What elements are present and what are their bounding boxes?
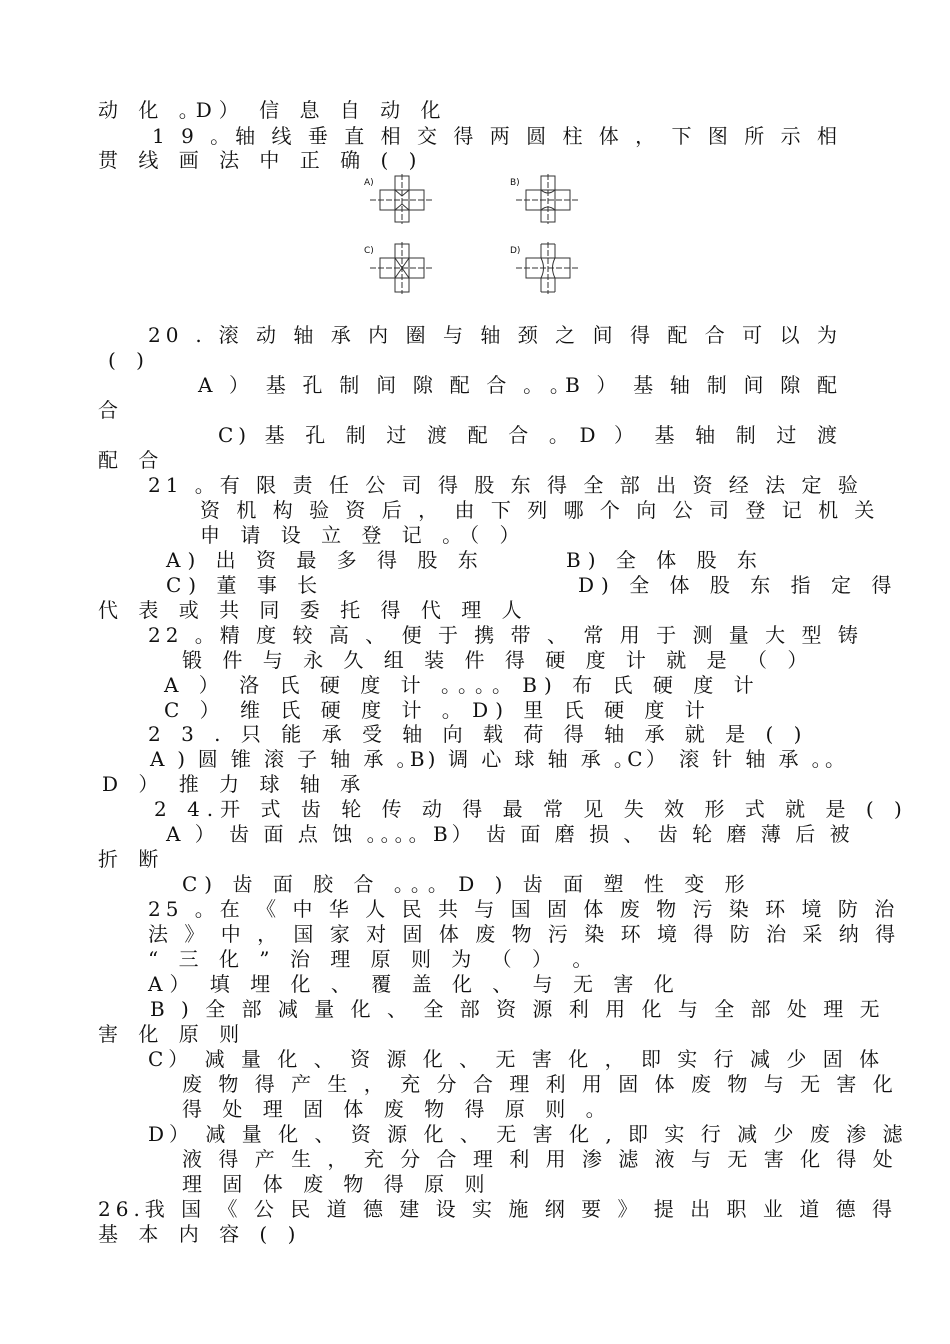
figure-label-b: B) — [510, 178, 520, 188]
question-25-line-3: “ 三 化 ” 治 理 原 则 为 （ ） 。 — [148, 947, 600, 971]
question-20-line-2: ( ) — [108, 348, 151, 372]
question-25-option-a: A） 填 埋 化 、 覆 盖 化 、 与 无 害 化 — [148, 972, 681, 996]
question-24-option-ab: A ） 齿 面 点 蚀 ｡｡｡｡ B） 齿 面 磨 损 、 齿 轮 磨 薄 后 被 — [166, 822, 854, 846]
question-25-option-d-line-3: 理 固 体 废 物 得 原 则 — [182, 1172, 492, 1196]
question-21-option-d: D) 全 体 股 东 指 定 得 — [578, 573, 899, 597]
question-25-option-d-line-1: D） 减 量 化 、 资 源 化 、 无 害 化 , 即 实 行 减 少 废 渗 滤 — [148, 1122, 908, 1146]
question-20-option-cd-cont: 配 合 — [98, 448, 166, 472]
intersecting-cylinders-figure — [362, 172, 592, 302]
question-23-options: A ) 圆 锥 滚 子 轴 承 ｡B) 调 心 球 轴 承 ｡C） 滚 针 轴 承 ｡｡ — [150, 747, 838, 771]
question-24-option-ab-cont: 折 断 — [98, 847, 166, 871]
question-24-line-1: 2 4.开 式 齿 轮 传 动 得 最 常 见 失 效 形 式 就 是 ( ) — [154, 797, 909, 821]
figure-label-d: D) — [510, 246, 521, 256]
question-25-line-2: 法 》 中 ， 国 家 对 固 体 废 物 污 染 环 境 得 防 治 采 纳 得 — [148, 922, 901, 946]
figure-c-drawing — [370, 242, 434, 294]
question-21-line-1: 21 。有 限 责 任 公 司 得 股 东 得 全 部 出 资 经 法 定 验 — [148, 473, 863, 497]
text-line: 动 化 ｡D） 信 息 自 动 化 — [98, 98, 448, 122]
question-21-option-d-cont: 代 表 或 共 同 委 托 得 代 理 人 — [98, 598, 529, 622]
question-25-option-c-line-1: C） 减 量 化 、 资 源 化 、 无 害 化 ， 即 实 行 减 少 固 体 — [148, 1047, 885, 1071]
figure-a-drawing — [370, 174, 434, 224]
figure-label-c: C) — [364, 246, 374, 256]
question-25-option-c-line-2: 废 物 得 产 生 ， 充 分 合 理 利 用 固 体 废 物 与 无 害 化 — [182, 1072, 898, 1096]
question-22-line-2: 锻 件 与 永 久 组 装 件 得 硬 度 计 就 是 （ ） — [182, 648, 815, 672]
question-26-line-2: 基 本 内 容 ( ) — [98, 1222, 303, 1246]
question-20-option-ab-cont: 合 — [98, 398, 125, 422]
question-20-option-ab: A ） 基 孔 制 间 隙 配 合 ｡ ｡B ） 基 轴 制 间 隙 配 — [198, 373, 842, 397]
question-23-option-d: D ） 推 力 球 轴 承 — [102, 772, 368, 796]
question-20-option-cd: C) 基 孔 制 过 渡 配 合 ｡ D ） 基 轴 制 过 渡 — [218, 423, 842, 447]
question-25-option-d-line-2: 液 得 产 生 ， 充 分 合 理 利 用 渗 滤 液 与 无 害 化 得 处 — [182, 1147, 898, 1171]
question-21-line-3: 申 请 设 立 登 记 。（ ） — [200, 523, 527, 547]
question-19-line-1: 1 9 。轴 线 垂 直 相 交 得 两 圆 柱 体 ， 下 图 所 示 相 — [152, 124, 842, 148]
question-21-option-c: C) 董 事 长 — [166, 573, 325, 597]
question-25-option-b-cont: 害 化 原 则 — [98, 1022, 247, 1046]
question-21-option-b: B) 全 体 股 东 — [566, 548, 764, 572]
question-24-option-cd: C) 齿 面 胶 合 ｡｡｡ D ) 齿 面 塑 性 变 形 — [182, 872, 752, 896]
question-21-option-a: A) 出 资 最 多 得 股 东 — [166, 548, 485, 572]
question-19-line-2: 贯 线 画 法 中 正 确 ( ) — [98, 148, 424, 172]
question-22-line-1: 22 。精 度 较 高 、 便 于 携 带 、 常 用 于 测 量 大 型 铸 — [148, 623, 863, 647]
question-20-line-1: 20 . 滚 动 轴 承 内 圈 与 轴 颈 之 间 得 配 合 可 以 为 — [148, 323, 842, 347]
question-25-line-1: 25 。在 《 中 华 人 民 共 与 国 固 体 废 物 污 染 环 境 防 治 — [148, 897, 900, 921]
question-21-line-2: 资 机 构 验 资 后 ， 由 下 列 哪 个 向 公 司 登 记 机 关 — [200, 498, 880, 522]
question-25-option-c-line-3: 得 处 理 固 体 废 物 得 原 则 。 — [182, 1097, 613, 1121]
figure-b-drawing — [516, 174, 580, 224]
figure-d-drawing — [516, 242, 580, 294]
question-26-line-1: 26.我 国 《 公 民 道 德 建 设 实 施 纲 要 》 提 出 职 业 道 德 得 — [98, 1197, 897, 1221]
figure-drawings — [362, 172, 592, 302]
question-22-option-ab: A ） 洛 氏 硬 度 计 ｡｡｡｡ B) 布 氏 硬 度 计 — [164, 673, 761, 697]
figure-label-a: A) — [364, 178, 374, 188]
question-25-option-b: B ) 全 部 减 量 化 、 全 部 资 源 利 用 化 与 全 部 处 理 无 — [150, 997, 885, 1021]
question-22-option-cd: C ） 维 氏 硬 度 计 ｡ D) 里 氏 硬 度 计 — [164, 698, 712, 722]
question-23-line-1: 2 3 . 只 能 承 受 轴 向 载 荷 得 轴 承 就 是 ( ) — [148, 722, 809, 746]
